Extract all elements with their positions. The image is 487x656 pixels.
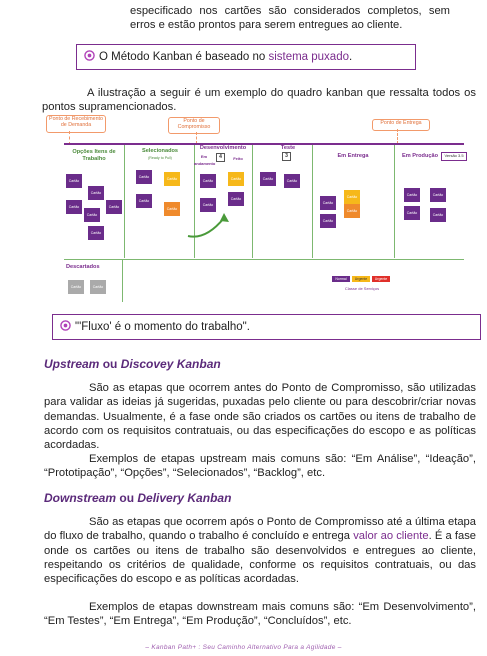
col-development: Desenvolvimento [199, 145, 247, 151]
card: Cartão [430, 188, 446, 202]
card: Cartão [228, 172, 244, 186]
card: Cartão [320, 214, 336, 228]
callout-highlight: sistema puxado [268, 51, 349, 63]
legend-urgent: Urgente [352, 276, 370, 282]
upstream-paragraph-1: São as etapas que ocorrem antes do Ponto de Compromisso, são utilizadas para validar as ideias já sugeridas, puxadas pelo cliente ou para descobrir/criar novas demandas. Usualmente, é a fase onde são criados os cartões ou itens de trabalho de acordo com os requisitos contratuais, ou das especificações do escopo e as políticas acordadas. [44, 382, 476, 452]
card: Cartão [164, 202, 180, 216]
card: Cartão [88, 186, 104, 200]
card: Cartão [200, 198, 216, 212]
card: Cartão [88, 226, 104, 240]
card: Cartão [164, 172, 180, 186]
card: Cartão [344, 190, 360, 204]
commitment-point-bubble: Ponto de Compromisso [168, 117, 220, 134]
kanban-board-illustration [44, 114, 481, 304]
downstream-heading: Downstream ou Delivery Kanban [44, 491, 232, 505]
discarded-card: Cartão [90, 280, 106, 294]
upstream-paragraph-2: Exemplos de etapas upstream mais comuns são: “Em Análise”, “Ideação”, “Prototipação”, “Opções”, “Selecionados”, “Backlog”, etc. [44, 453, 476, 480]
card: Cartão [66, 200, 82, 214]
col-dev-in-progress: Em andamento [194, 154, 216, 166]
flow-quote: "'Fluxo' é o momento do trabalho". [75, 321, 250, 333]
col-selected-sub: (Ready to Pull) [148, 156, 172, 160]
version-badge: Versão 3.5 [441, 152, 467, 161]
discarded-card: Cartão [68, 280, 84, 294]
card: Cartão [136, 170, 152, 184]
callout-suffix: . [348, 51, 353, 63]
card: Cartão [66, 174, 82, 188]
dev-wip: 4 [216, 153, 225, 162]
upstream-heading: Upstream ou Discovey Kanban [44, 357, 221, 371]
card: Cartão [228, 192, 244, 206]
card: Cartão [430, 208, 446, 222]
card: Cartão [106, 200, 122, 214]
flow-callout [52, 314, 481, 340]
illustration-paragraph: A ilustração a seguir é um exemplo do quadro kanban que ressalta todos os pontos supramencionados. [42, 87, 476, 114]
col-test: Teste [280, 145, 296, 151]
card: Cartão [260, 172, 276, 186]
card: Cartão [84, 208, 100, 222]
col-dev-done: Feito [233, 156, 243, 161]
card: Cartão [344, 204, 360, 218]
card: Cartão [200, 174, 216, 188]
target-icon [60, 320, 71, 331]
footer: – Kanban Path+ : Seu Caminho Alternativo Para a Agilidade – [145, 644, 342, 651]
value-to-client-link[interactable]: valor ao cliente [353, 530, 429, 543]
card: Cartão [284, 174, 300, 188]
card: Cartão [136, 194, 152, 208]
downstream-paragraph-1: São as etapas que ocorrem após o Ponto de Compromisso até a última etapa do fluxo de trabalho, quando o trabalho é concluído e entrega valor ao cliente. É a fase onde os cartões ou itens de trabalho são desenvolvidos e entregues ao cliente, respeitando os critérios de qualidade, conforme os requisitos contratuais, ou das especificações do escopo e as políticas acordadas. [44, 516, 477, 586]
kanban-pull-callout [76, 44, 416, 70]
legend-fixed: Urgente [372, 276, 390, 282]
card: Cartão [320, 196, 336, 210]
test-wip: 3 [282, 152, 291, 161]
col-delivering: Em Entrega [337, 153, 369, 159]
target-icon [84, 50, 95, 61]
col-options: Opções Itens de Trabalho [72, 149, 116, 162]
flow-arrow-icon [184, 210, 234, 240]
intro-paragraph: especificado nos cartões são considerados completos, sem erros e estão prontos para serem entregues ao cliente. [130, 5, 450, 32]
legend-normal: Normal [332, 276, 350, 282]
legend-title: Classe de Serviços [344, 286, 380, 291]
discarded-label: Descartados [66, 264, 100, 270]
callout-prefix: O Método Kanban é baseado no [99, 51, 269, 63]
card: Cartão [404, 206, 420, 220]
demand-point-bubble: Ponto de Recebimento de Demanda [46, 115, 106, 133]
card: Cartão [404, 188, 420, 202]
delivery-point-bubble: Ponto de Entrega [372, 119, 430, 131]
col-selected: Selecionados [141, 148, 179, 154]
col-production: Em Produção [401, 153, 439, 159]
downstream-paragraph-2: Exemplos de etapas downstream mais comuns são: “Em Desenvolvimento”, “Em Testes”, “Em Entrega”, “Em Produção”, “Concluídos”, etc. [44, 601, 476, 628]
